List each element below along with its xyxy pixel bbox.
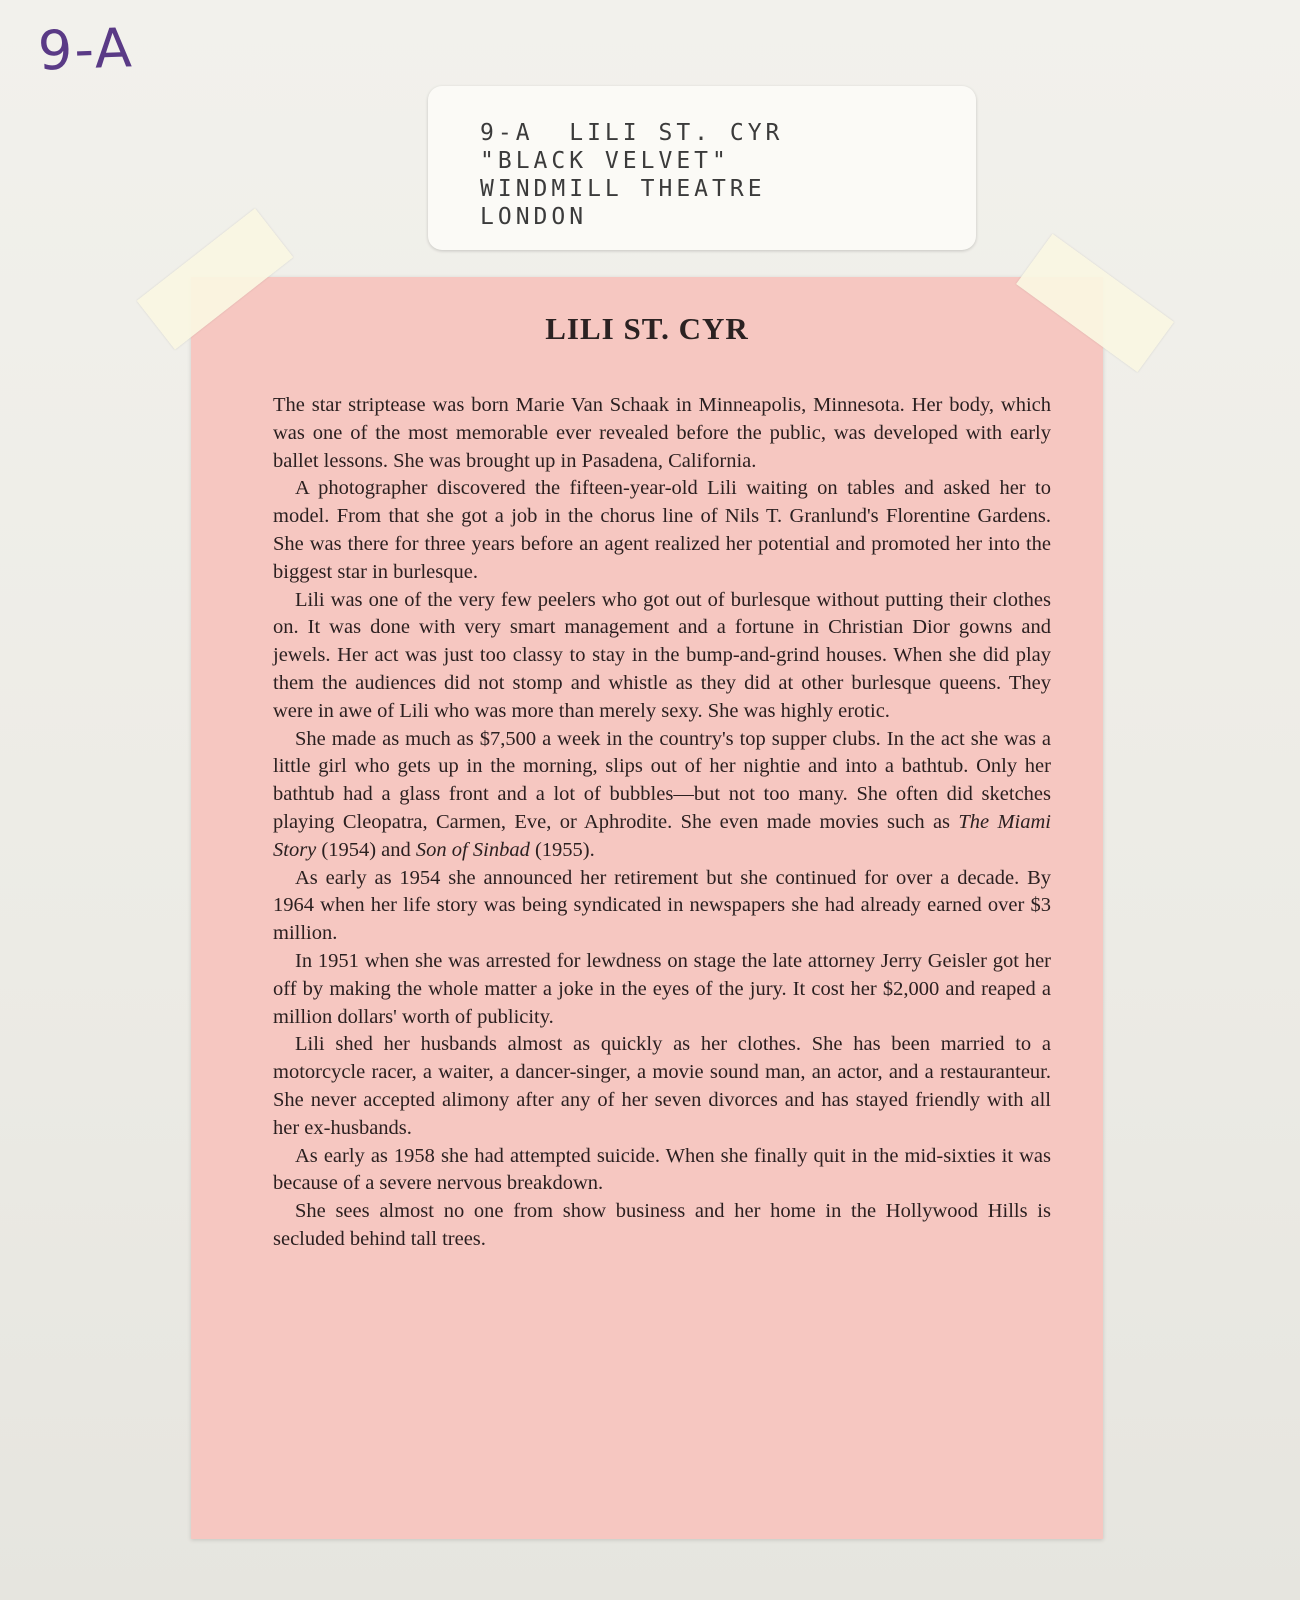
pink-article-clipping [191,277,1103,1539]
article-paragraph: She sees almost no one from show business and her home in the Hollywood Hills is secluded behind tall trees. [273,1200,1051,1250]
label-line-act: "BLACK VELVET" [480,148,730,174]
article-paragraph: As early as 1954 she announced her retirement but she continued for over a decade. By 1964 when her life story was being syndicated in newspapers she had already earned over $3 million. [273,866,1051,945]
article-paragraph: In 1951 when she was arrested for lewdness on stage the late attorney Jerry Geisler got her off by making the whole matter a joke in the eyes of the jury. It cost her $2,000 and reaped a million dollars' worth of publicity. [273,949,1051,1028]
label-line-title: 9-A LILI ST. CYR [480,120,784,146]
article-paragraph: Lili shed her husbands almost as quickly as her clothes. She has been married to a motorcycle racer, a waiter, a dancer-singer, a movie sound man, an actor, and a restauranteur. She never accepted alimony after any of her seven divorces and has stayed friendly with all her ex-husbands. [273,1033,1051,1139]
article-paragraph: As early as 1958 she had attempted suicide. When she finally quit in the mid-sixties it was because of a severe nervous breakdown. [273,1144,1051,1195]
article-title: LILI ST. CYR [545,311,749,346]
handwritten-catalog-number: 9-A [36,16,135,83]
movie-title: Son of Sinbad [415,838,530,861]
article-paragraph [273,726,1051,865]
article-text: (1954) and [316,838,416,861]
article-paragraph: A photographer discovered the fifteen-year-old Lili waiting on tables and asked her to model. From that she got a job in the chorus line of Nils T. Granlund's Florentine Gardens. She was there for three years before an agent realized her potential and promoted her into the biggest star in burlesque. [273,477,1051,583]
movie-title: The Miami Story [273,810,1051,861]
label-line-venue: WINDMILL THEATRE [480,176,766,202]
article-paragraph: Lili was one of the very few peelers who got out of burlesque without putting their clothes on. It was done with very smart management and a fortune in Christian Dior gowns and jewels. Her act was just too classy to stay in the bump-and-grind houses. When she did play them the audiences did not stomp and whistle as they did at other burlesque queens. They were in awe of Lili who was more than merely sexy. She was highly erotic. [273,588,1051,722]
article-text: She made as much as $7,500 a week in the country's top supper clubs. In the act she was a little girl who gets up in the morning, slips out of her nightie and into a bathtub. Only her bathtub had a glass front and a lot of bubbles—but not too many. She often did sketches playing Cleopatra, Carmen, Eve, or Aphrodite. She even made movies such as [273,727,1051,833]
article-body [273,392,1051,1254]
article-text: (1955). [529,838,595,861]
label-line-city: LONDON [480,204,588,230]
typed-label-card [428,86,976,250]
article-paragraph: The star striptease was born Marie Van Schaak in Minneapolis, Minnesota. Her body, which was one of the most memorable ever revealed before the public, was developed with early ballet lessons. She was brought up in Pasadena, California. [273,394,1051,472]
